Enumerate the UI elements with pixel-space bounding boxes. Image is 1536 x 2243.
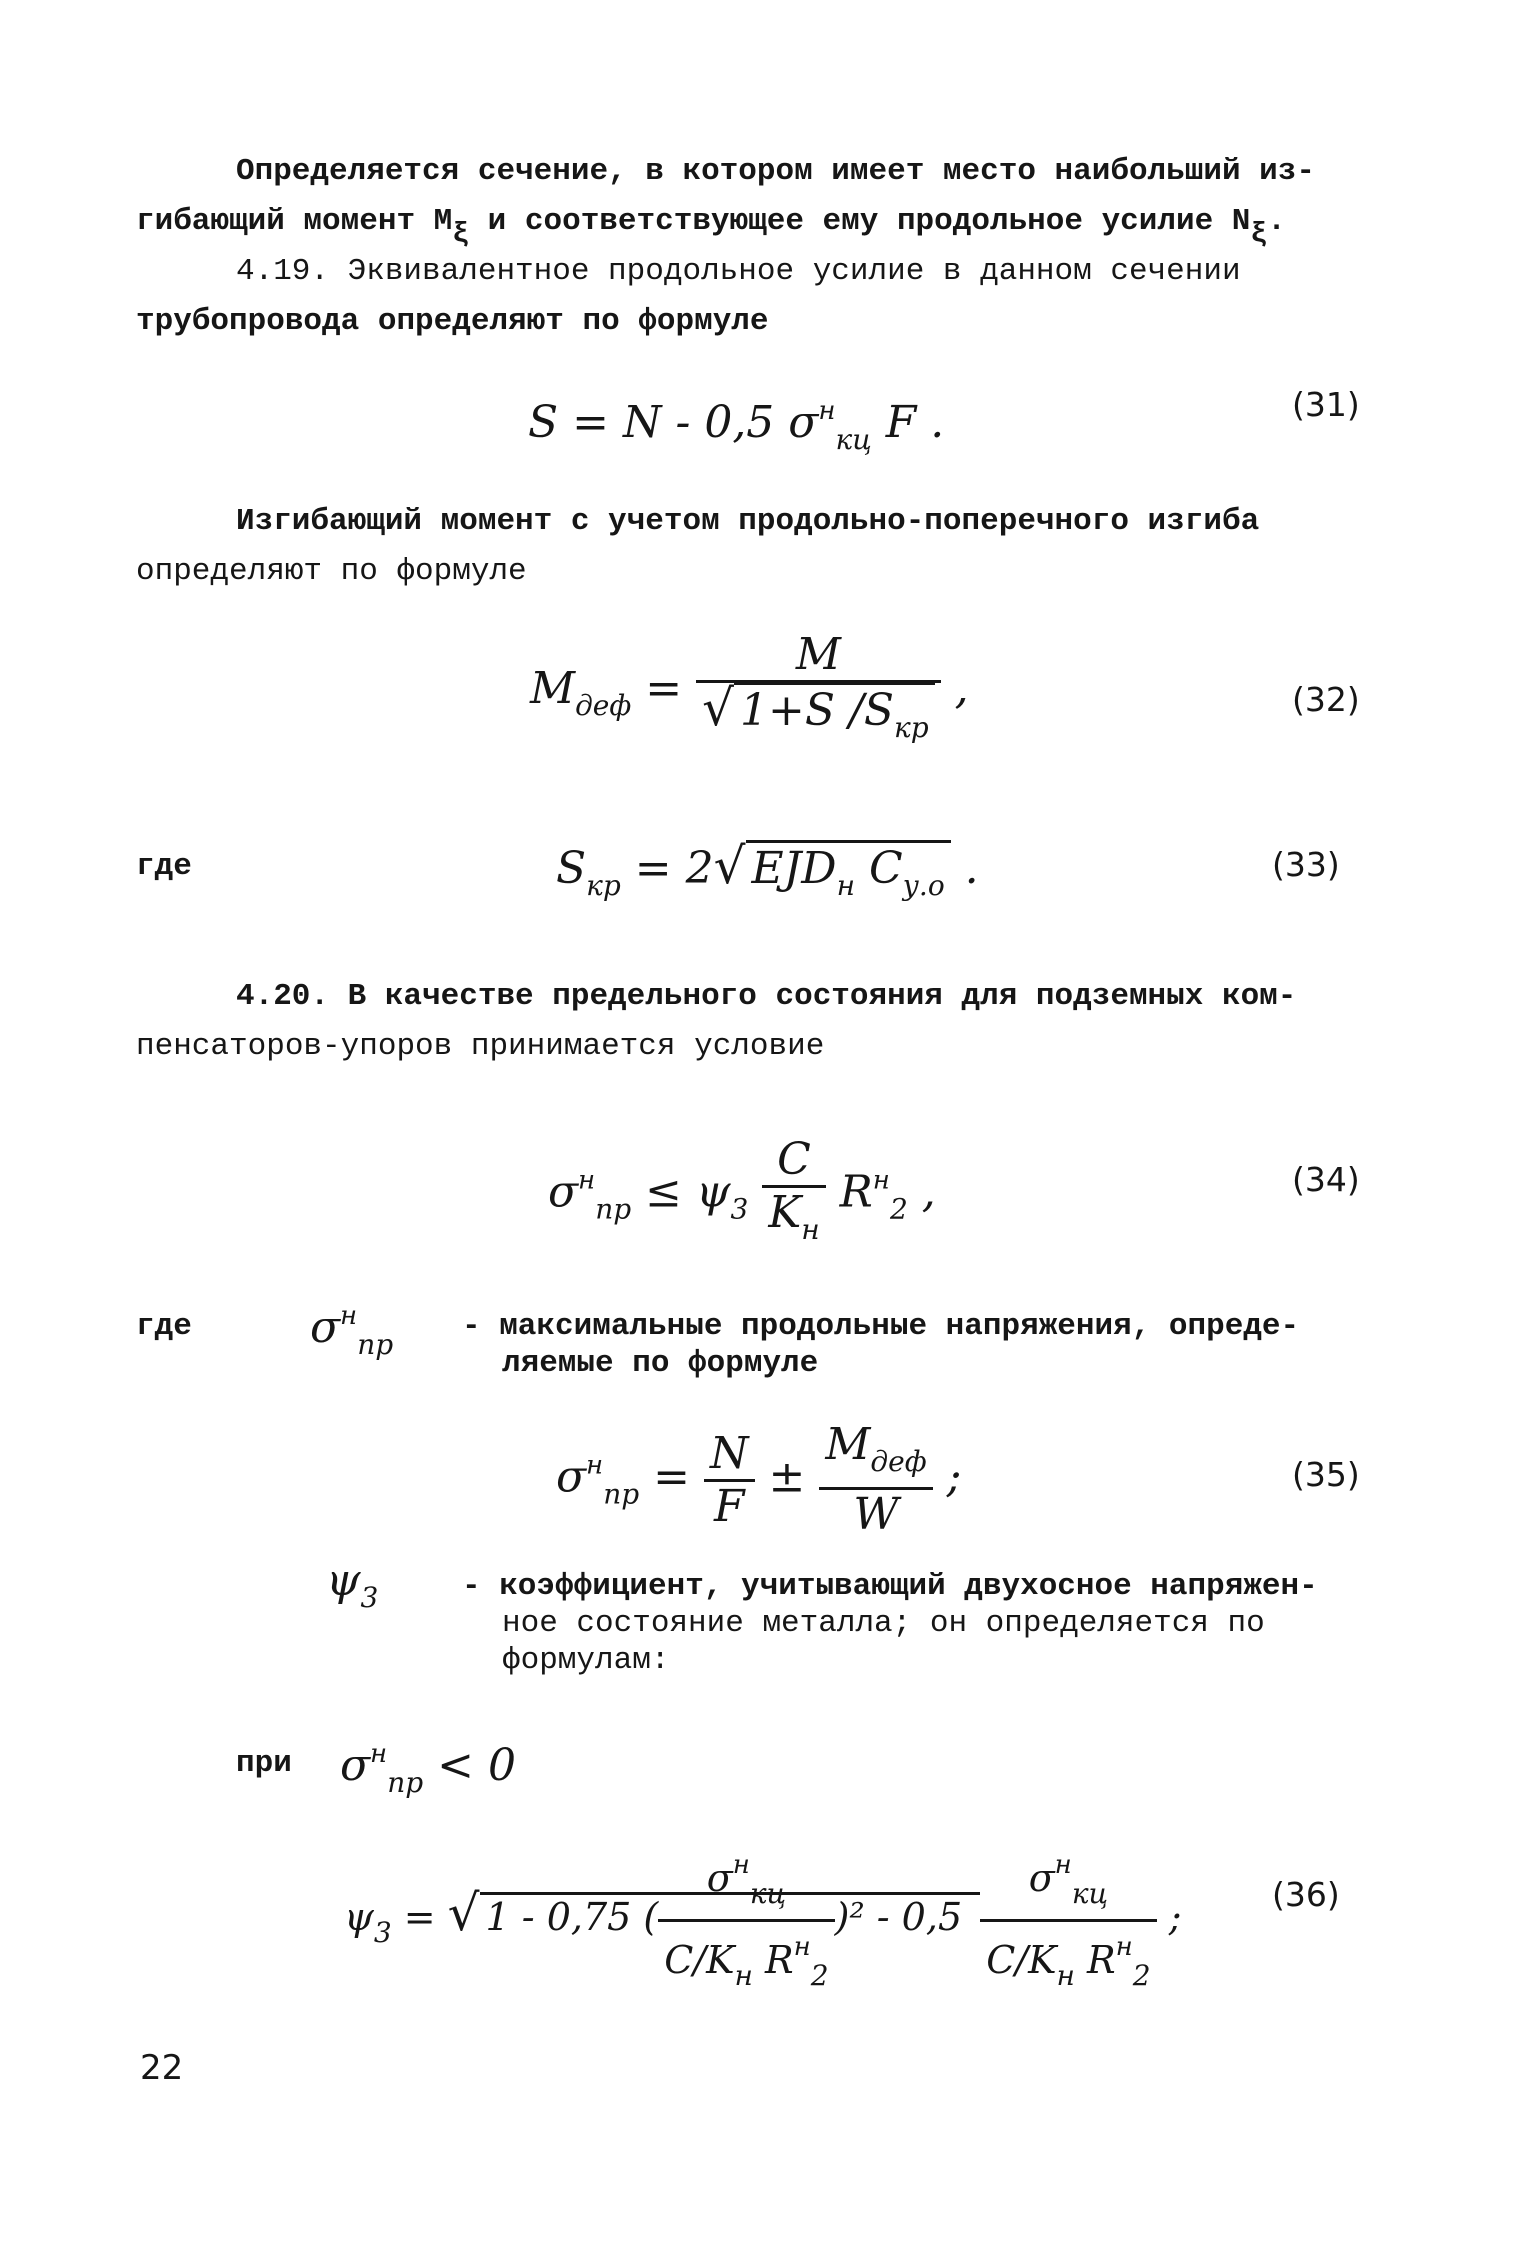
formula-part: ψ (344, 1895, 374, 1939)
subscript: н (801, 1213, 820, 1246)
formula-part: = (639, 1451, 704, 1503)
formula-part: ≤ ψ (631, 1166, 731, 1218)
superscript: н (1115, 1932, 1133, 1962)
paragraph-3-line-1: Изгибающий момент с учетом продольно-поперечного изгиба (236, 504, 1260, 539)
subscript: 3 (373, 1916, 392, 1949)
formula-part: 1 - 0,75 ( (485, 1895, 659, 1939)
subscript: пр (387, 1766, 424, 1799)
formula-part: S (556, 843, 587, 894)
subscript: 2 (889, 1192, 908, 1226)
equation-number-31: (31) (1292, 385, 1360, 424)
fraction (762, 1135, 825, 1255)
superscript: н (370, 1739, 388, 1769)
equation-number-32: (32) (1292, 680, 1360, 719)
denominator (658, 1922, 834, 2001)
fraction (704, 1429, 755, 1532)
numerator (980, 1840, 1156, 1922)
superscript: н (732, 1850, 750, 1880)
formula-part: ± (754, 1451, 820, 1503)
formula-part: C/K (664, 1938, 735, 1982)
subscript: пр (603, 1477, 640, 1511)
paragraph-2-line-1: 4.19. Эквивалентное продольное усилие в данном сечении (236, 254, 1241, 289)
radical-sign: √ (702, 679, 735, 737)
equation-number-34: (34) (1292, 1160, 1360, 1199)
subscript: деф (575, 689, 632, 722)
numerator (819, 1420, 932, 1490)
formula-part: σ (706, 1856, 733, 1900)
page-number: 22 (140, 2048, 184, 2088)
condition-formula (340, 1728, 516, 1809)
equation-number-36: (36) (1272, 1875, 1340, 1914)
subscript: н (1056, 1959, 1075, 1992)
subscript: 2 (1132, 1959, 1151, 1992)
text-run: . (1267, 204, 1286, 239)
subscript: 3 (730, 1192, 749, 1226)
radicand (480, 1850, 981, 1992)
subscript: кц (835, 423, 872, 456)
superscript: н (340, 1301, 358, 1331)
formula-part: σ (556, 1451, 587, 1503)
fraction (980, 1840, 1156, 2001)
formula-part: R (752, 1938, 794, 1982)
formula-part: , (954, 663, 969, 714)
formula-35 (556, 1420, 961, 1540)
paragraph-3-line-2: определяют по формуле (136, 554, 527, 589)
radical-sign: √ (713, 837, 746, 895)
superscript: н (578, 1165, 596, 1196)
text-run: и соответствующее ему продольное усилие N (469, 204, 1251, 239)
where-label-2: где (136, 1309, 192, 1344)
subscript: 2 (810, 1959, 829, 1992)
formula-part: M (530, 663, 576, 714)
formula-part: C (855, 843, 903, 894)
numerator: N (704, 1429, 755, 1482)
superscript: н (872, 1165, 890, 1196)
formula-36 (344, 1840, 1182, 2001)
denominator (762, 1188, 825, 1255)
subscript: пр (357, 1328, 394, 1361)
formula-part: M (825, 1419, 871, 1470)
numerator: M (696, 630, 941, 683)
formula-part: , (907, 1166, 936, 1218)
subscript: кц (749, 1877, 787, 1910)
subscript: ξ (452, 219, 470, 250)
subscript: пр (595, 1192, 632, 1226)
definition-2-line-2: ное состояние металла; он определяется по (502, 1606, 1265, 1641)
paragraph-4-line-1: 4.20. В качестве предельного состояния для подземных ком- (236, 979, 1297, 1014)
superscript: н (793, 1932, 811, 1962)
formula-part: . (950, 843, 979, 894)
definition-2-line-1: - коэффициент, учитывающий двухосное напряжен- (462, 1569, 1318, 1604)
numerator (658, 1840, 834, 1922)
formula-part: R (839, 1166, 873, 1218)
formula-part: K (768, 1187, 802, 1238)
paragraph-2-line-2: трубопровода определяют по формуле (136, 304, 769, 339)
superscript: н (586, 1450, 604, 1481)
fraction (819, 1420, 932, 1540)
formula-part: ; (932, 1451, 962, 1503)
denominator: W (853, 1489, 899, 1540)
text-run: гибающий момент M (136, 204, 453, 239)
formula-part: )² - 0,5 (834, 1895, 975, 1939)
formula-part: 1+S /S (740, 685, 894, 736)
formula-part: R (1074, 1938, 1116, 1982)
radicand (734, 682, 935, 744)
equation-number-35: (35) (1292, 1455, 1360, 1494)
radical-sign: √ (447, 1884, 480, 1942)
formula-33 (556, 837, 979, 912)
formula-31 (528, 385, 944, 466)
formula-part: = (391, 1895, 448, 1939)
formula-part: σ (310, 1302, 341, 1353)
definition-1-line-2: ляемые по формуле (502, 1346, 819, 1381)
superscript: н (1054, 1850, 1072, 1880)
subscript: кр (586, 869, 621, 902)
superscript: н (818, 396, 836, 426)
subscript: деф (870, 1445, 927, 1478)
denominator (696, 679, 941, 753)
subscript: кц (1071, 1877, 1109, 1910)
subscript: н (836, 869, 856, 902)
formula-part: C/K (986, 1938, 1057, 1982)
subscript: 3 (360, 1581, 379, 1614)
equation-number-33: (33) (1272, 845, 1340, 884)
formula-part: < 0 (423, 1740, 516, 1791)
formula-part: σ (340, 1740, 371, 1791)
formula-part: = (631, 663, 697, 714)
subscript: н (734, 1959, 753, 1992)
paragraph-1-line-2 (136, 200, 1286, 257)
formula-34 (548, 1135, 936, 1255)
formula-part: S = N - 0,5 σ (528, 397, 819, 448)
paragraph-4-line-2: пенсаторов-упоров принимается условие (136, 1029, 825, 1064)
formula-part: σ (548, 1166, 579, 1218)
definition-2-line-3: формулам: (502, 1643, 670, 1678)
definition-symbol-psi (326, 1555, 378, 1624)
definition-symbol-sigma (310, 1290, 393, 1371)
condition-label: при (236, 1746, 292, 1781)
subscript: у.о (902, 869, 945, 902)
denominator (980, 1922, 1156, 2001)
radicand (746, 840, 951, 902)
fraction (696, 630, 941, 753)
formula-part: σ (1028, 1856, 1055, 1900)
subscript: ξ (1250, 219, 1268, 250)
formula-part: = 2 (620, 843, 714, 894)
denominator: F (713, 1480, 745, 1532)
formula-part: F . (871, 397, 945, 448)
paragraph-1-line-1: Определяется сечение, в котором имеет место наибольший из- (236, 154, 1315, 189)
where-label-1: где (136, 849, 192, 884)
formula-part: ; (1156, 1895, 1182, 1939)
formula-32 (530, 630, 969, 753)
definition-1-line-1: - максимальные продольные напряжения, опреде- (462, 1309, 1300, 1344)
formula-part: EJD (751, 843, 837, 894)
fraction (658, 1840, 834, 2001)
subscript: кр (893, 711, 929, 744)
numerator: C (762, 1135, 825, 1188)
formula-part: ψ (326, 1555, 361, 1606)
